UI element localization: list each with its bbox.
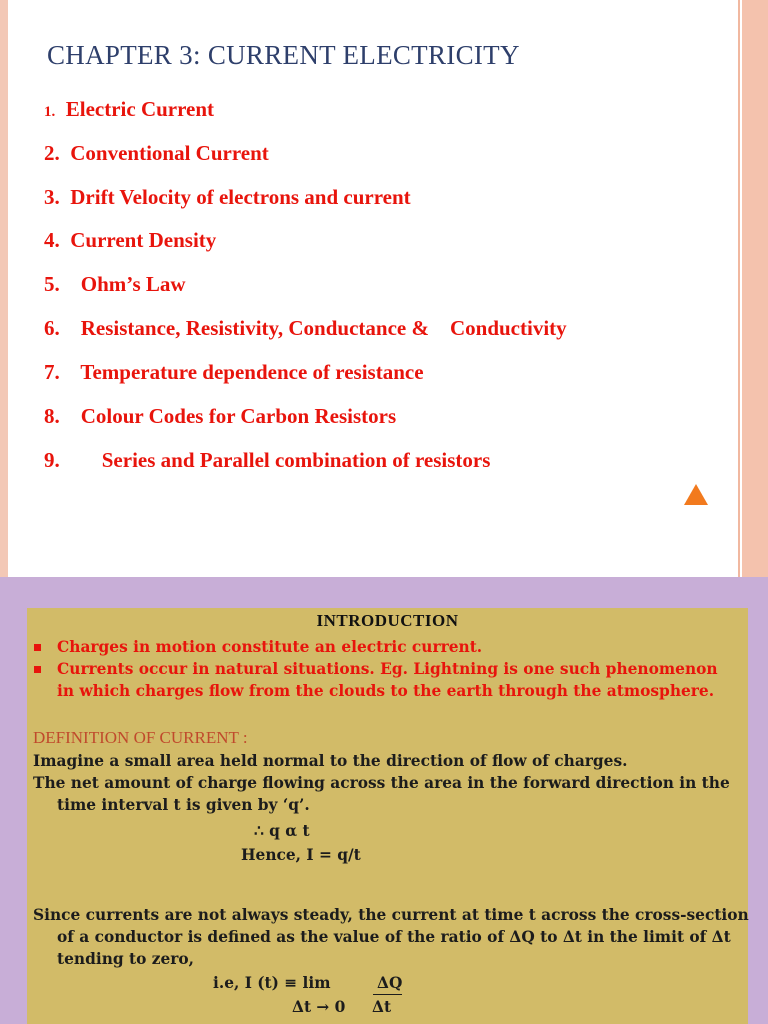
topic-item: 4. Current Density (44, 228, 217, 252)
definition-line: time interval t is given by ‘q’. (57, 796, 310, 814)
topic-label: Electric Current (65, 97, 215, 121)
limit-text: tending to zero, (57, 950, 195, 968)
topic-label: Ohm’s Law (80, 272, 186, 296)
topic-label: Colour Codes for Carbon Resistors (80, 404, 397, 428)
slide-right-border (734, 0, 768, 577)
topic-label: Drift Velocity of electrons and current (70, 185, 411, 209)
topic-item: 8. Colour Codes for Carbon Resistors (44, 404, 397, 428)
limit-formula-denominator: Δt (372, 998, 392, 1016)
content-panel (27, 608, 748, 1024)
limit-text: of a conductor is defined as the value of the ratio of ΔQ to Δt in the limit of Δt (57, 928, 731, 946)
topic-item: 6. Resistance, Resistivity, Conductance & Conductivity (44, 316, 567, 340)
limit-formula-numerator: ΔQ (373, 972, 402, 995)
limit-formula-lhs: i.e, I (t) ≡ lim (213, 974, 331, 992)
current-formula: Hence, I = q/t (241, 846, 361, 864)
proportionality-formula: ∴ q α t (254, 822, 310, 840)
bullet-text-continued: in which charges flow from the clouds to the earth through the atmosphere. (57, 682, 715, 700)
introduction-heading: INTRODUCTION (316, 611, 459, 630)
topic-label: Conventional Current (70, 141, 269, 165)
bullet-text: Charges in motion constitute an electric current. (57, 638, 483, 656)
topic-item: 2. Conventional Current (44, 141, 269, 165)
topic-item: 1. Electric Current (44, 97, 215, 121)
topic-label: Resistance, Resistivity, Conductance & Conductivity (80, 316, 567, 340)
definition-heading: DEFINITION OF CURRENT : (33, 728, 248, 747)
topic-item: 7. Temperature dependence of resistance (44, 360, 424, 384)
topic-label: Temperature dependence of resistance (80, 360, 424, 384)
bullet-text: Currents occur in natural situations. Eg. Lightning is one such phenomenon (57, 660, 718, 678)
topic-label: Current Density (70, 228, 217, 252)
slide-left-border (0, 0, 8, 577)
definition-line: Imagine a small area held normal to the direction of flow of charges. (33, 752, 628, 770)
bullet-square-icon (34, 666, 41, 673)
topic-label: Series and Parallel combination of resistors (101, 448, 491, 472)
topic-item: 3. Drift Velocity of electrons and current (44, 185, 411, 209)
slide-introduction (0, 577, 768, 1024)
topic-item: 9. Series and Parallel combination of resistors (44, 448, 491, 472)
definition-line: The net amount of charge flowing across the area in the forward direction in the (33, 774, 730, 792)
limit-text: Since currents are not always steady, the current at time t across the cross-section (33, 906, 749, 924)
chapter-title: CHAPTER 3: CURRENT ELECTRICITY (47, 40, 520, 70)
bullet-square-icon (34, 644, 41, 651)
next-triangle-icon[interactable] (684, 484, 708, 505)
limit-formula-subscript: Δt → 0 (292, 998, 346, 1016)
topic-item: 5. Ohm’s Law (44, 272, 186, 296)
